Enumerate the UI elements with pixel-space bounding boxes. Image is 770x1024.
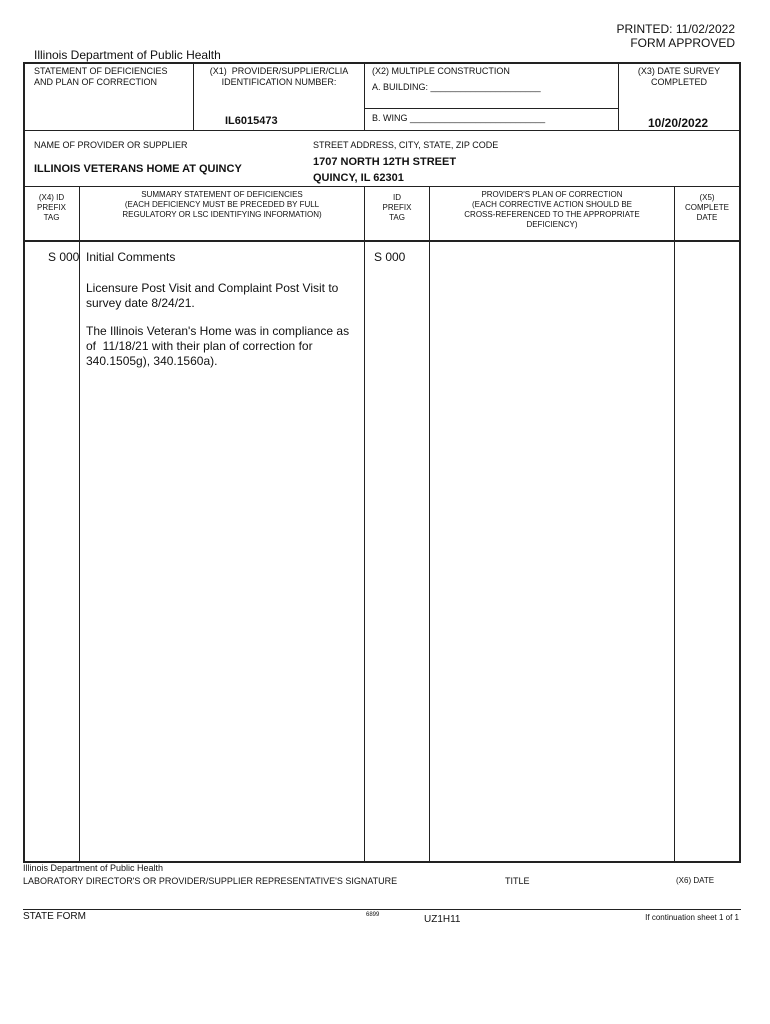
- event-id: UZ1H11: [424, 914, 461, 925]
- divider: [23, 186, 741, 187]
- divider: [23, 909, 741, 910]
- comment-paragraph-2: The Illinois Veteran's Home was in compliance as of 11/18/21 with their plan of correction for 340.1505g), 340.1560a).: [86, 324, 350, 368]
- divider: [429, 186, 430, 862]
- form-approved: FORM APPROVED: [630, 36, 735, 50]
- address-label: STREET ADDRESS, CITY, STATE, ZIP CODE: [313, 140, 499, 150]
- divider: [364, 62, 365, 130]
- x3-label: (X3) DATE SURVEY COMPLETED: [637, 66, 721, 87]
- form-number: 6899: [366, 912, 380, 918]
- statement-label: STATEMENT OF DEFICIENCIES AND PLAN OF CORRECTION: [34, 66, 168, 87]
- x1-label: (X1) PROVIDER/SUPPLIER/CLIA IDENTIFICATION NUMBER:: [209, 66, 349, 87]
- provider-id: IL6015473: [225, 115, 278, 127]
- printed-date: PRINTED: 11/02/2022: [616, 22, 735, 36]
- survey-date: 10/20/2022: [648, 116, 709, 130]
- form-left-border: [23, 62, 25, 862]
- divider: [23, 130, 741, 131]
- divider: [23, 240, 741, 242]
- wing-field: B. WING ___________________________: [372, 113, 546, 123]
- x2-label: (X2) MULTIPLE CONSTRUCTION: [372, 66, 510, 76]
- divider: [364, 186, 365, 862]
- provider-name-label: NAME OF PROVIDER OR SUPPLIER: [34, 140, 188, 150]
- provider-name: ILLINOIS VETERANS HOME AT QUINCY: [34, 163, 242, 175]
- agency-name: Illinois Department of Public Health: [34, 48, 221, 62]
- state-form-label: STATE FORM: [23, 911, 86, 922]
- prefix-tag: S 000: [48, 250, 80, 264]
- divider: [79, 186, 80, 862]
- form-right-border: [739, 62, 741, 862]
- section-title: Initial Comments: [86, 250, 176, 264]
- divider: [674, 186, 675, 862]
- building-field: A. BUILDING: ______________________: [372, 82, 541, 92]
- x4-header: (X4) ID PREFIX TAG: [37, 193, 66, 222]
- address-line1: 1707 NORTH 12TH STREET: [313, 156, 457, 168]
- comment-paragraph-1: Licensure Post Visit and Complaint Post Visit to survey date 8/24/21.: [86, 281, 339, 310]
- x5-header: (X5) COMPLETE DATE: [684, 193, 729, 222]
- address-line2: QUINCY, IL 62301: [313, 172, 404, 184]
- form-top-border: [23, 62, 741, 64]
- x6-date-label: (X6) DATE: [676, 876, 715, 885]
- divider: [364, 108, 618, 109]
- title-label: TITLE: [505, 876, 530, 886]
- continuation-sheet: If continuation sheet 1 of 1: [645, 913, 739, 922]
- signature-label: LABORATORY DIRECTOR'S OR PROVIDER/SUPPLIER REPRESENTATIVE'S SIGNATURE: [23, 876, 398, 886]
- id-tag: S 000: [374, 250, 406, 264]
- plan-header: PROVIDER'S PLAN OF CORRECTION (EACH CORRECTIVE ACTION SHOULD BE CROSS-REFERENCED TO THE APPROPRIATE DEFICIENCY): [464, 190, 640, 229]
- summary-header: SUMMARY STATEMENT OF DEFICIENCIES (EACH DEFICIENCY MUST BE PRECEDED BY FULL REGULATORY OR LSC IDENTIFYING INFORMATION): [122, 190, 322, 219]
- footer-agency: Illinois Department of Public Health: [23, 863, 164, 873]
- id-header: ID PREFIX TAG: [382, 193, 412, 222]
